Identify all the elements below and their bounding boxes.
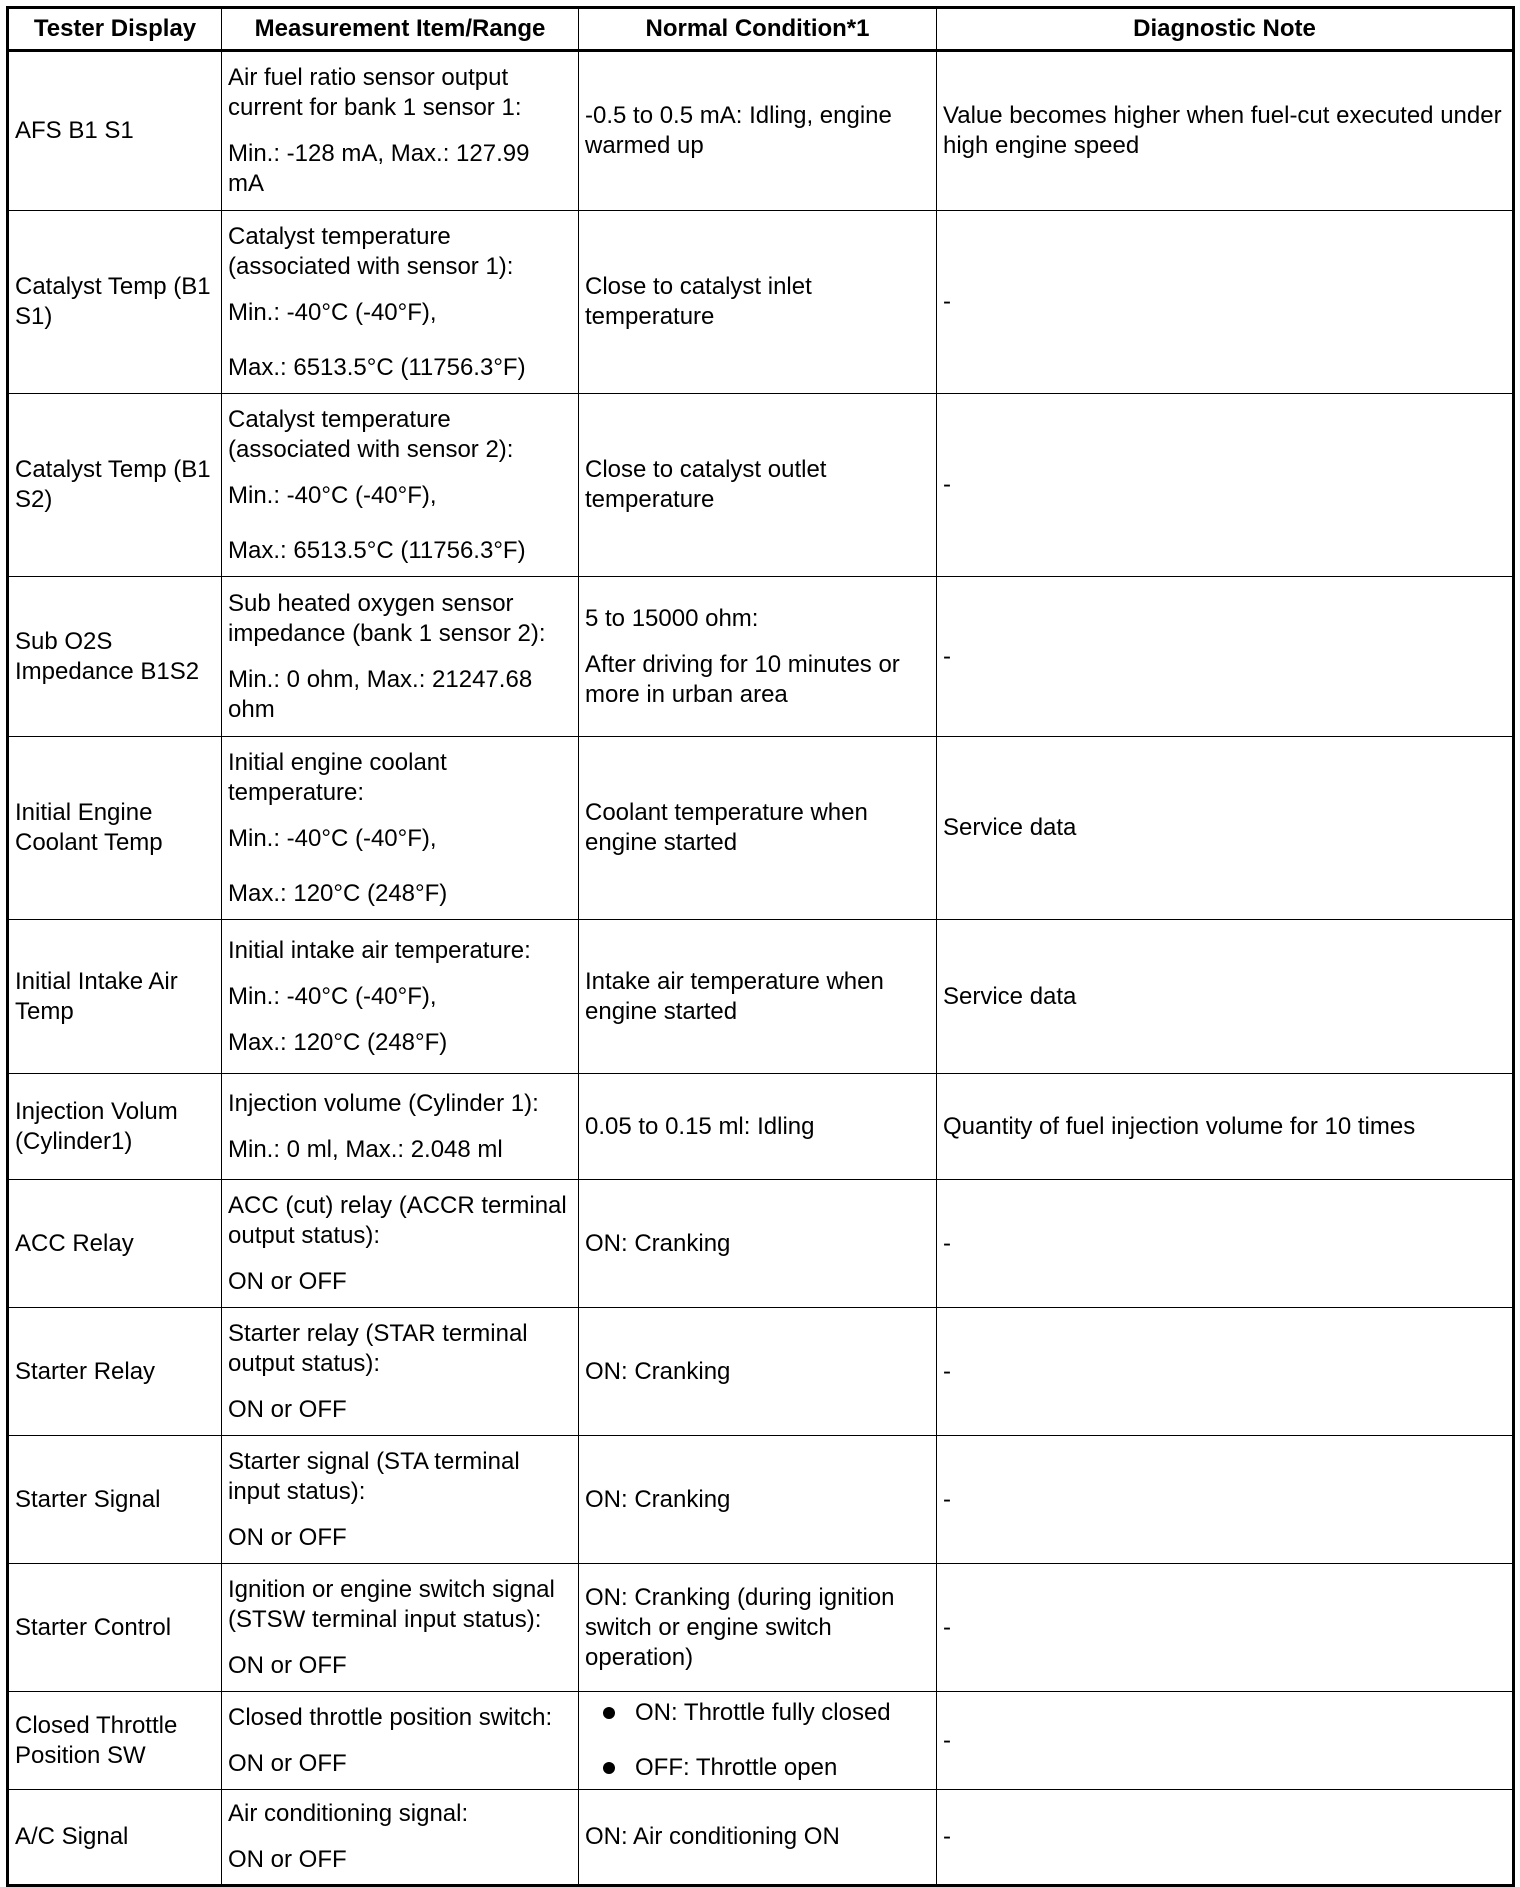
- table-row: [8, 51, 1514, 211]
- measurement-range-text: ON or OFF: [228, 1267, 347, 1295]
- header-diagnostic-note: Diagnostic Note: [937, 8, 1514, 51]
- normal-condition-cell: [579, 1308, 937, 1436]
- measurement-item-cell: [222, 211, 579, 394]
- measurement-item-text: Ignition or engine switch signal (STSW terminal input status):: [228, 1575, 555, 1633]
- header-measurement-item: Measurement Item/Range: [222, 8, 579, 51]
- header-normal-condition: Normal Condition*1: [579, 8, 937, 51]
- tester-display-cell: AFS B1 S1: [8, 51, 222, 211]
- measurement-item-cell: [222, 51, 579, 211]
- diagnostic-note-cell: -: [937, 394, 1514, 577]
- header-tester-display: Tester Display: [8, 8, 222, 51]
- table-header-row: [8, 8, 1514, 51]
- measurement-item-text: ACC (cut) relay (ACCR terminal output status):: [228, 1191, 567, 1249]
- measurement-range-text: Min.: -40°C (-40°F),: [228, 824, 437, 852]
- measurement-range-text: ON or OFF: [228, 1749, 347, 1777]
- normal-condition-text: ON: Cranking: [585, 1357, 731, 1385]
- measurement-item-cell: [222, 1692, 579, 1790]
- normal-condition-text: After driving for 10 minutes or more in urban area: [585, 650, 900, 708]
- normal-condition-cell: [579, 1074, 937, 1180]
- tester-display-cell: Starter Relay: [8, 1308, 222, 1436]
- measurement-range-text: Max.: 120°C (248°F): [228, 1028, 448, 1056]
- measurement-item-cell: [222, 1436, 579, 1564]
- tester-display-cell: ACC Relay: [8, 1180, 222, 1308]
- tester-display-cell: Initial Intake Air Temp: [8, 920, 222, 1074]
- table-row: [8, 1180, 1514, 1308]
- measurement-range-text: Min.: 0 ml, Max.: 2.048 ml: [228, 1135, 503, 1163]
- diagnostic-note-cell: -: [937, 1790, 1514, 1886]
- normal-condition-cell: [579, 1180, 937, 1308]
- diagnostic-note-cell: -: [937, 1692, 1514, 1790]
- table-row: [8, 1308, 1514, 1436]
- bullet-item: ON: Throttle fully closed: [585, 1698, 930, 1728]
- measurement-item-cell: [222, 1180, 579, 1308]
- measurement-item-cell: [222, 1790, 579, 1886]
- normal-condition-text: ON: Cranking: [585, 1229, 731, 1257]
- tester-display-cell: A/C Signal: [8, 1790, 222, 1886]
- measurement-range-text: Min.: -40°C (-40°F),: [228, 481, 437, 509]
- normal-condition-text: Intake air temperature when engine started: [585, 967, 884, 1025]
- tester-display-cell: Catalyst Temp (B1 S1): [8, 211, 222, 394]
- measurement-item-text: Starter signal (STA terminal input status):: [228, 1447, 520, 1505]
- normal-condition-bullet-list: [585, 1698, 930, 1783]
- diagnostic-note-cell: -: [937, 1436, 1514, 1564]
- table-row: [8, 211, 1514, 394]
- normal-condition-text: ON: Cranking: [585, 1485, 731, 1513]
- normal-condition-cell: [579, 1436, 937, 1564]
- tester-display-cell: Catalyst Temp (B1 S2): [8, 394, 222, 577]
- table-row: [8, 1436, 1514, 1564]
- diagnostic-note-cell: -: [937, 211, 1514, 394]
- measurement-item-text: Catalyst temperature (associated with sensor 2):: [228, 405, 514, 463]
- diagnostic-note-cell: -: [937, 577, 1514, 737]
- measurement-item-text: Air conditioning signal:: [228, 1800, 469, 1827]
- diagnostic-note-cell: Quantity of fuel injection volume for 10 times: [937, 1074, 1514, 1180]
- normal-condition-text: 5 to 15000 ohm:: [585, 604, 759, 632]
- table-row: [8, 1790, 1514, 1886]
- table-row: [8, 737, 1514, 920]
- measurement-item-text: Sub heated oxygen sensor impedance (bank 1 sensor 2):: [228, 589, 546, 647]
- tester-display-cell: Closed Throttle Position SW: [8, 1692, 222, 1790]
- table-row: [8, 394, 1514, 577]
- measurement-range-text: ON or OFF: [228, 1395, 347, 1423]
- diagnostic-note-cell: -: [937, 1564, 1514, 1692]
- normal-condition-cell: [579, 51, 937, 211]
- tester-data-table: [6, 6, 1515, 1887]
- normal-condition-cell: [579, 737, 937, 920]
- measurement-range-text: Min.: -40°C (-40°F),: [228, 982, 437, 1010]
- tester-display-cell: Starter Control: [8, 1564, 222, 1692]
- normal-condition-cell: [579, 1692, 937, 1790]
- measurement-range-text: Max.: 120°C (248°F): [228, 879, 448, 907]
- measurement-range-text: Min.: -128 mA, Max.: 127.99 mA: [228, 140, 530, 197]
- table-row: [8, 577, 1514, 737]
- normal-condition-text: ON: Air conditioning ON: [585, 1823, 840, 1850]
- measurement-item-cell: [222, 1564, 579, 1692]
- normal-condition-text: Close to catalyst inlet temperature: [585, 273, 812, 330]
- normal-condition-cell: [579, 1564, 937, 1692]
- measurement-item-cell: [222, 920, 579, 1074]
- diagnostic-note-cell: Service data: [937, 920, 1514, 1074]
- normal-condition-cell: [579, 920, 937, 1074]
- normal-condition-text: Close to catalyst outlet temperature: [585, 456, 827, 513]
- measurement-item-cell: [222, 1074, 579, 1180]
- table-row: [8, 1692, 1514, 1790]
- measurement-item-text: Air fuel ratio sensor output current for bank 1 sensor 1:: [228, 64, 522, 121]
- tester-display-cell: Starter Signal: [8, 1436, 222, 1564]
- normal-condition-cell: [579, 394, 937, 577]
- diagnostic-note-cell: Value becomes higher when fuel-cut executed under high engine speed: [937, 51, 1514, 211]
- measurement-item-text: Catalyst temperature (associated with sensor 1):: [228, 222, 514, 280]
- bullet-item: OFF: Throttle open: [585, 1753, 930, 1783]
- measurement-range-text: ON or OFF: [228, 1846, 347, 1873]
- measurement-item-text: Closed throttle position switch:: [228, 1703, 553, 1731]
- measurement-item-text: Initial intake air temperature:: [228, 936, 531, 964]
- measurement-item-text: Injection volume (Cylinder 1):: [228, 1089, 539, 1117]
- measurement-item-text: Starter relay (STAR terminal output status):: [228, 1319, 528, 1377]
- tester-display-cell: Injection Volum (Cylinder1): [8, 1074, 222, 1180]
- tester-display-cell: Sub O2S Impedance B1S2: [8, 577, 222, 737]
- diagnostic-note-cell: -: [937, 1180, 1514, 1308]
- normal-condition-cell: [579, 577, 937, 737]
- normal-condition-cell: [579, 211, 937, 394]
- measurement-range-text: Max.: 6513.5°C (11756.3°F): [228, 536, 526, 564]
- normal-condition-text: -0.5 to 0.5 mA: Idling, engine warmed up: [585, 102, 892, 159]
- table-row: [8, 920, 1514, 1074]
- measurement-range-text: Max.: 6513.5°C (11756.3°F): [228, 353, 526, 381]
- table-row: [8, 1074, 1514, 1180]
- measurement-range-text: Min.: 0 ohm, Max.: 21247.68 ohm: [228, 665, 533, 723]
- normal-condition-text: Coolant temperature when engine started: [585, 799, 868, 856]
- measurement-item-text: Initial engine coolant temperature:: [228, 748, 447, 806]
- measurement-range-text: ON or OFF: [228, 1523, 347, 1551]
- measurement-range-text: Min.: -40°C (-40°F),: [228, 298, 437, 326]
- normal-condition-text: ON: Cranking (during ignition switch or engine switch operation): [585, 1583, 895, 1671]
- measurement-item-cell: [222, 577, 579, 737]
- measurement-item-cell: [222, 737, 579, 920]
- measurement-range-text: ON or OFF: [228, 1651, 347, 1679]
- normal-condition-text: 0.05 to 0.15 ml: Idling: [585, 1112, 815, 1140]
- normal-condition-cell: [579, 1790, 937, 1886]
- measurement-item-cell: [222, 1308, 579, 1436]
- tester-display-cell: Initial Engine Coolant Temp: [8, 737, 222, 920]
- diagnostic-note-cell: -: [937, 1308, 1514, 1436]
- table-row: [8, 1564, 1514, 1692]
- diagnostic-note-cell: Service data: [937, 737, 1514, 920]
- measurement-item-cell: [222, 394, 579, 577]
